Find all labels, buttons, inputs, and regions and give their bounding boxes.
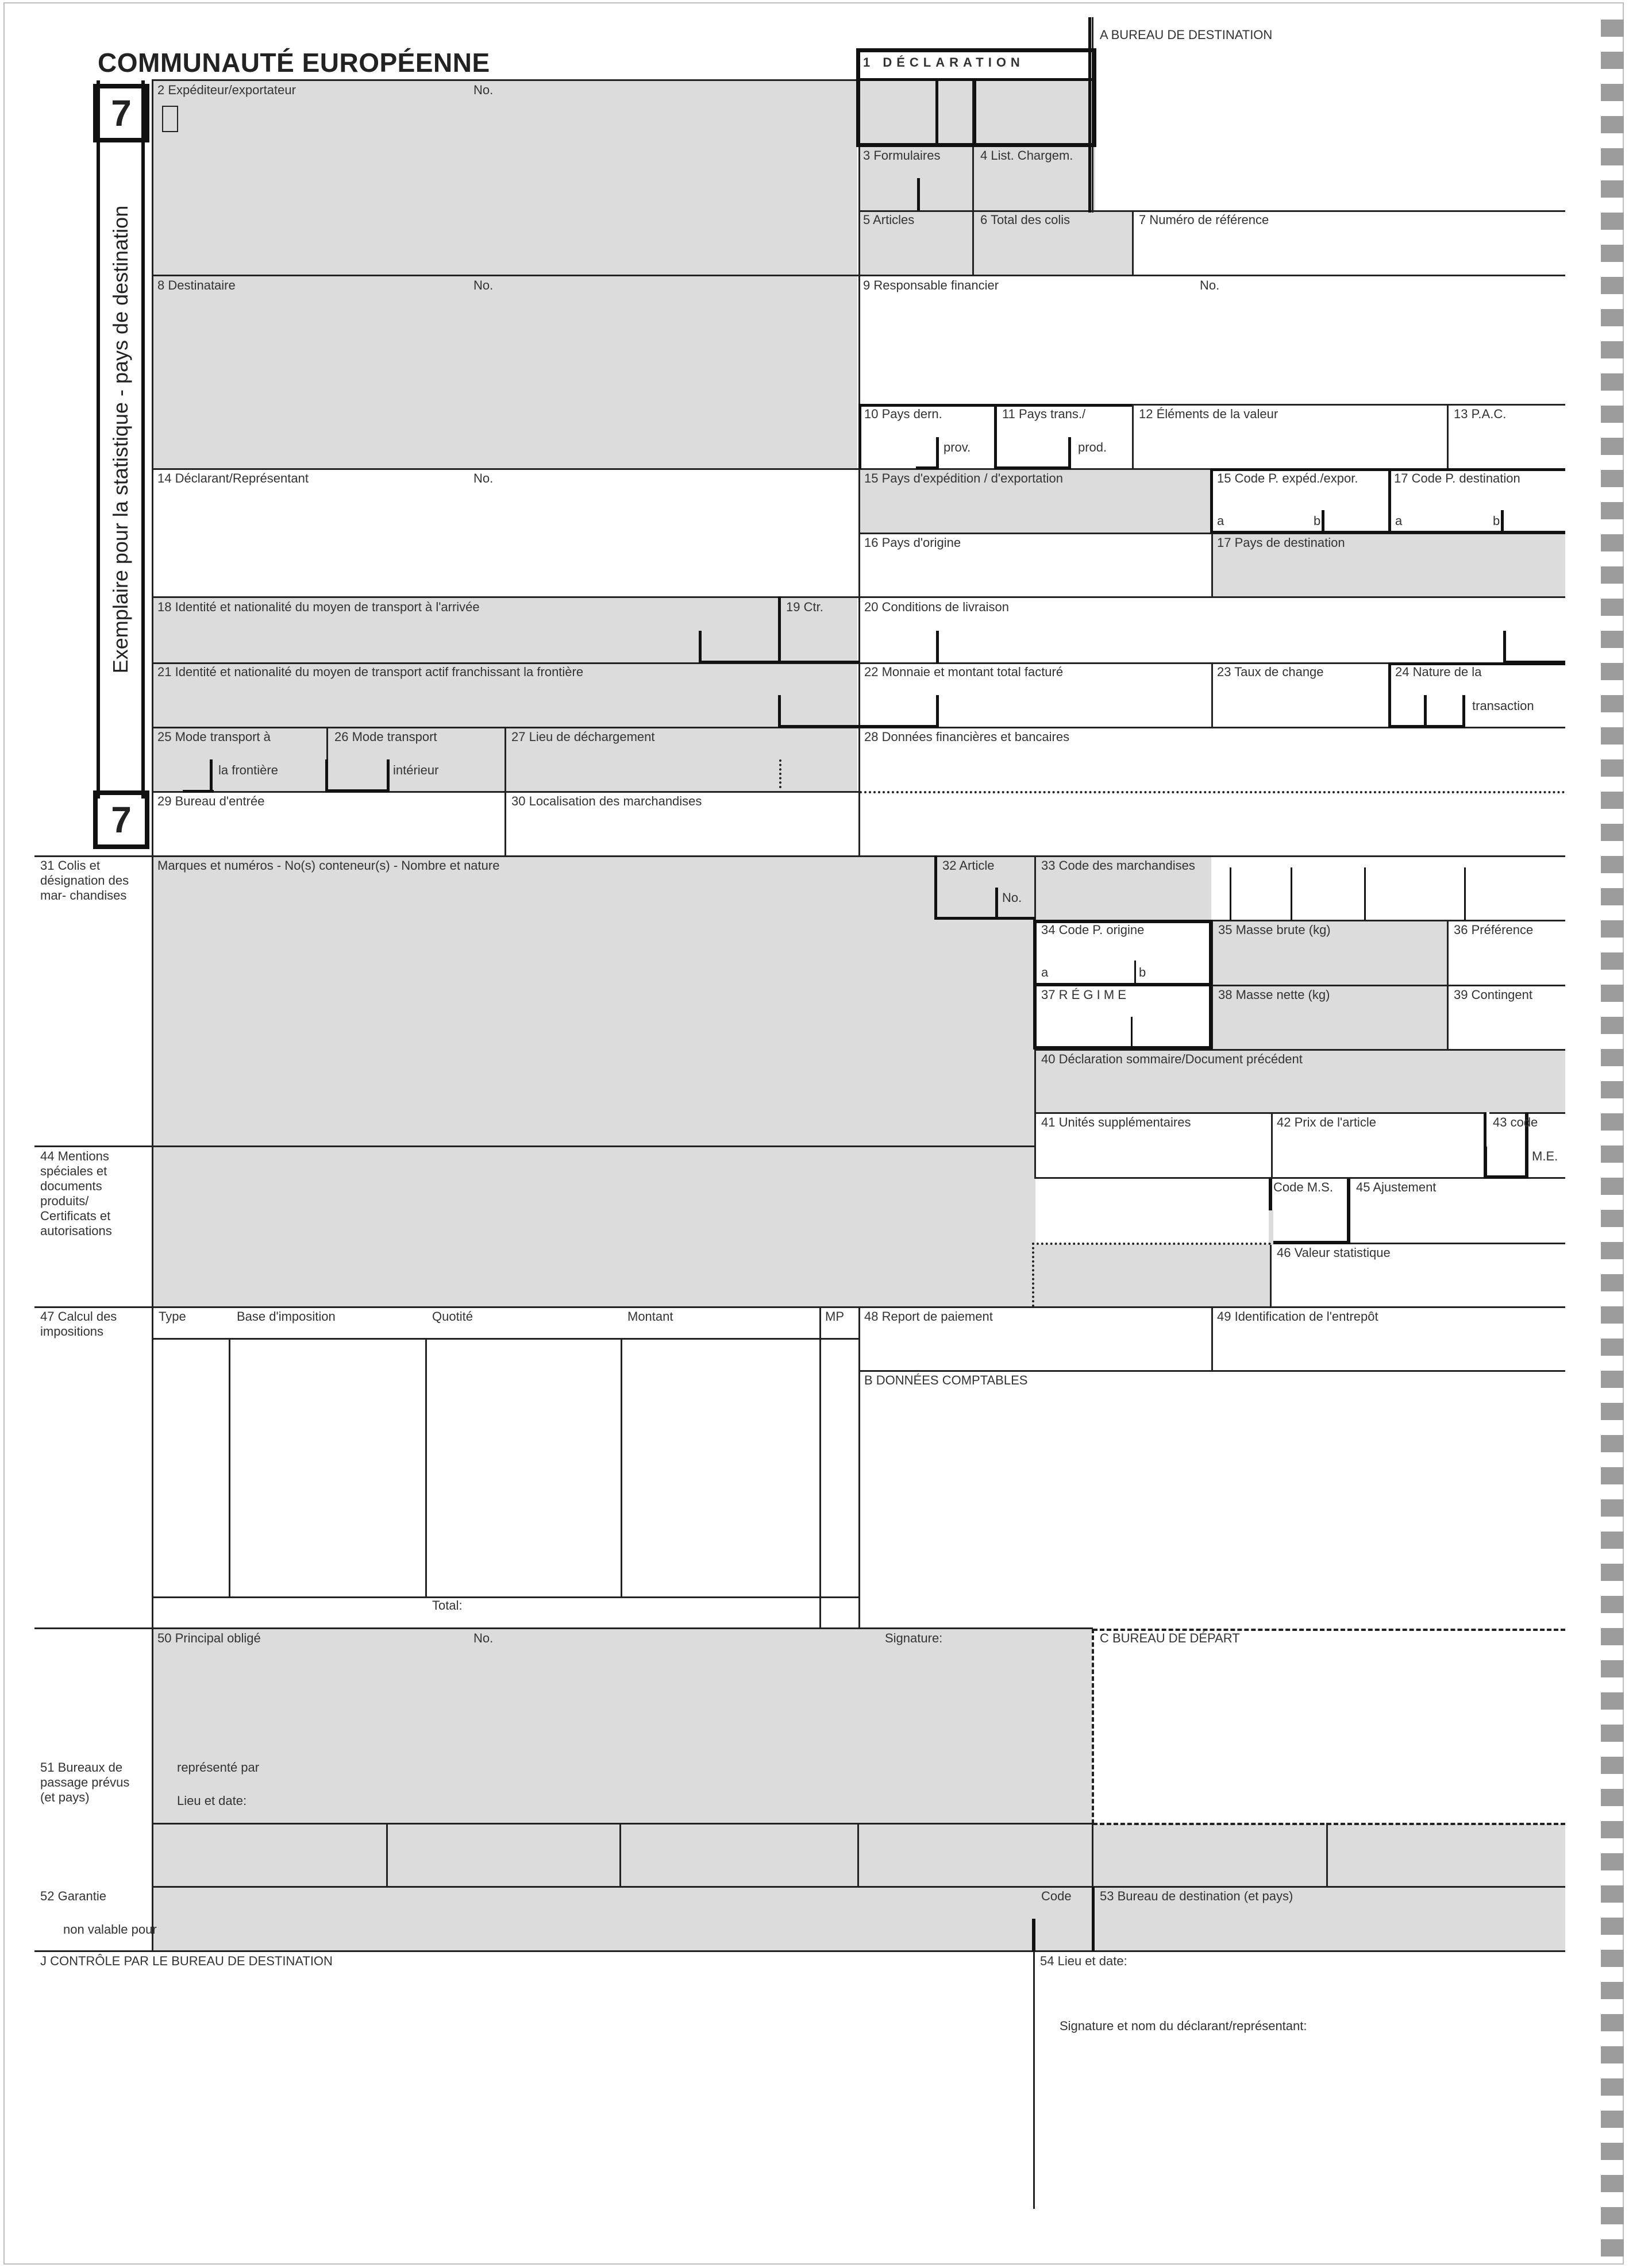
label-box-31-text: Marques et numéros - No(s) conteneur(s) - Nombre et nature xyxy=(157,858,500,873)
label-box-49: 49 Identification de l'entrepôt xyxy=(1217,1309,1378,1324)
perforation-mark xyxy=(1601,1242,1624,1259)
perforation-mark xyxy=(1601,2046,1624,2063)
bracket xyxy=(916,437,939,469)
line xyxy=(152,79,153,1951)
line xyxy=(1271,1112,1273,1179)
line xyxy=(1447,920,1449,1049)
label-box-j: J CONTRÔLE PAR LE BUREAU DE DESTINATION xyxy=(40,1954,333,1968)
label-box-32-no: No. xyxy=(1002,890,1022,905)
perforation-mark xyxy=(1601,2111,1624,2128)
line xyxy=(858,1306,860,1629)
label-box-47: 47 Calcul des impositions xyxy=(40,1309,117,1339)
label-box-b: B DONNÉES COMPTABLES xyxy=(864,1373,1028,1387)
perforation-mark xyxy=(1601,824,1624,841)
line xyxy=(34,1950,1565,1952)
perforation-mark xyxy=(1601,1532,1624,1549)
bracket xyxy=(183,790,214,793)
line xyxy=(425,1338,427,1598)
line xyxy=(860,791,1565,793)
line xyxy=(1464,867,1466,920)
label-box-53: 53 Bureau de destination (et pays) xyxy=(1100,1889,1293,1903)
perforation-mark xyxy=(1601,1178,1624,1195)
perforation-mark xyxy=(1601,566,1624,584)
label-box-34: 34 Code P. origine xyxy=(1041,923,1145,937)
label-col-mp: MP xyxy=(825,1309,844,1324)
label-a: a xyxy=(1395,514,1403,528)
perforation-mark xyxy=(1601,277,1624,294)
label-box-1: 1 DÉCLARATION xyxy=(863,55,1025,70)
label-box-6: 6 Total des colis xyxy=(980,213,1070,227)
label-box-9: 9 Responsable financier xyxy=(863,278,999,292)
perforation-mark xyxy=(1601,856,1624,873)
line xyxy=(935,79,938,146)
label-col-montant: Montant xyxy=(627,1309,673,1324)
line xyxy=(1291,867,1292,920)
perforation-mark xyxy=(1601,792,1624,809)
label-box-11: 11 Pays trans./ xyxy=(1002,407,1086,421)
line xyxy=(778,596,781,664)
label-col-quotite: Quotité xyxy=(432,1309,473,1324)
label-a: a xyxy=(1217,514,1224,528)
line xyxy=(153,1823,1093,1825)
perforation-mark xyxy=(1601,52,1624,69)
perforation-mark xyxy=(1601,695,1624,712)
shade-box-31 xyxy=(153,857,1035,1147)
shade-box-8 xyxy=(153,276,857,469)
label-box-43: 43 code xyxy=(1493,1115,1538,1129)
line xyxy=(860,210,1565,212)
perforation-mark xyxy=(1601,84,1624,101)
line xyxy=(1322,510,1324,533)
line xyxy=(153,791,860,793)
label-b: b xyxy=(1493,514,1500,528)
bracket xyxy=(1269,1210,1273,1245)
label-box-43-b: M.E. xyxy=(1532,1149,1558,1163)
perforation-mark xyxy=(1601,1145,1624,1163)
shade-box-51 xyxy=(153,1824,1565,1887)
label-box-18: 18 Identité et nationalité du moyen de transport à l'arrivée xyxy=(157,600,480,614)
label-box-50-no: No. xyxy=(473,1631,494,1645)
perforation-mark xyxy=(1601,470,1624,487)
perforation-mark xyxy=(1601,1564,1624,1581)
label-box-35: 35 Masse brute (kg) xyxy=(1218,923,1331,937)
label-box-8: 8 Destinataire xyxy=(157,278,236,292)
label-box-44: 44 Mentions spéciales et documents produits/ Certificats et autorisations xyxy=(40,1149,112,1238)
perforation-mark xyxy=(1601,1306,1624,1324)
perforation-mark xyxy=(1601,309,1624,326)
line xyxy=(1447,404,1449,469)
label-box-31: 31 Colis et désignation des mar- chandises xyxy=(40,858,129,902)
bracket xyxy=(325,759,390,792)
label-box-50: 50 Principal obligé xyxy=(157,1631,261,1645)
perforation-mark xyxy=(1601,952,1624,970)
line xyxy=(153,1886,1565,1888)
perforation-mark xyxy=(1601,888,1624,905)
label-box-11-prod: prod. xyxy=(1078,440,1107,454)
label-box-21: 21 Identité et nationalité du moyen de transport actif franchissant la frontière xyxy=(157,665,584,679)
label-box-27: 27 Lieu de déchargement xyxy=(511,730,655,744)
label-box-48: 48 Report de paiement xyxy=(864,1309,993,1324)
perforation-mark xyxy=(1601,534,1624,551)
shade-box-44-code xyxy=(1035,1244,1270,1307)
label-box-36: 36 Préférence xyxy=(1454,923,1534,937)
label-box-15: 15 Pays d'expédition / d'exportation xyxy=(864,471,1063,485)
perforation-mark xyxy=(1601,631,1624,648)
shade-box-52 xyxy=(153,1887,1565,1951)
perforation-mark xyxy=(1601,1596,1624,1613)
perforation-mark xyxy=(1601,148,1624,165)
label-code-ms: Code M.S. xyxy=(1273,1180,1333,1194)
line xyxy=(34,1306,1565,1308)
line xyxy=(34,1145,1035,1147)
perforation-mark xyxy=(1601,727,1624,745)
line xyxy=(1033,1919,1035,2209)
perforation-mark xyxy=(1601,213,1624,230)
label-box-23: 23 Taux de change xyxy=(1217,665,1324,679)
perforation-mark xyxy=(1601,438,1624,455)
shade-box-2 xyxy=(153,80,857,276)
perforation-mark xyxy=(1601,116,1624,133)
perforation-mark xyxy=(1601,1339,1624,1356)
form-title: COMMUNAUTÉ EUROPÉENNE xyxy=(98,48,490,78)
line xyxy=(995,888,998,920)
line xyxy=(1092,1629,1094,1824)
perforation-mark xyxy=(1601,20,1624,37)
perforation-mark xyxy=(1601,1467,1624,1484)
perforation-mark xyxy=(1601,1403,1624,1420)
bracket xyxy=(778,695,860,728)
label-box-a: A BUREAU DE DESTINATION xyxy=(1100,28,1273,42)
label-box-16: 16 Pays d'origine xyxy=(864,535,961,550)
label-box-c: C BUREAU DE DÉPART xyxy=(1100,1631,1240,1645)
perforation-mark xyxy=(1601,373,1624,391)
label-box-4: 4 List. Chargem. xyxy=(980,148,1073,163)
line xyxy=(1230,867,1231,920)
label-total: Total: xyxy=(432,1598,463,1613)
line xyxy=(1093,1823,1565,1825)
vertical-caption: Exemplaire pour la statistique - pays de destination xyxy=(109,205,132,674)
label-box-17: 17 Pays de destination xyxy=(1217,535,1345,550)
line xyxy=(1032,1243,1034,1307)
label-box-5: 5 Articles xyxy=(863,213,915,227)
label-box-20: 20 Conditions de livraison xyxy=(864,600,1009,614)
line xyxy=(153,1596,860,1598)
label-box-33: 33 Code des marchandises xyxy=(1041,858,1195,873)
label-box-24-b: transaction xyxy=(1472,699,1534,713)
label-box-38: 38 Masse nette (kg) xyxy=(1218,988,1330,1002)
perforation-mark xyxy=(1601,985,1624,1002)
label-lieu-date: Lieu et date: xyxy=(177,1793,247,1808)
label-box-37: 37 R É G I M E xyxy=(1041,988,1126,1002)
perforation-mark xyxy=(1601,502,1624,519)
label-box-46: 46 Valeur statistique xyxy=(1277,1245,1391,1260)
line xyxy=(973,79,976,146)
bracket xyxy=(210,759,214,792)
line xyxy=(1388,468,1391,534)
line xyxy=(1211,1306,1213,1372)
line xyxy=(1326,1823,1328,1887)
label-code: Code xyxy=(1041,1889,1072,1903)
label-box-26-b: intérieur xyxy=(393,763,439,777)
perforation-mark xyxy=(1601,2078,1624,2096)
label-b: b xyxy=(1314,514,1321,528)
line xyxy=(229,1338,230,1598)
label-col-type: Type xyxy=(159,1309,186,1324)
label-box-39: 39 Contingent xyxy=(1454,988,1532,1002)
line xyxy=(819,1306,821,1629)
label-box-45: 45 Ajustement xyxy=(1356,1180,1437,1194)
line xyxy=(1088,17,1091,213)
label-box-15-code: 15 Code P. expéd./expor. xyxy=(1217,471,1358,485)
line xyxy=(1132,210,1134,276)
label-box-54: 54 Lieu et date: xyxy=(1040,1954,1127,1968)
copy-number-bottom: 7 xyxy=(93,790,149,849)
perforation-mark xyxy=(1601,1017,1624,1034)
perforation-mark xyxy=(1601,1210,1624,1227)
line xyxy=(819,1596,860,1598)
label-signature: Signature: xyxy=(885,1631,943,1645)
bracket xyxy=(1503,631,1565,664)
label-box-54-signature: Signature et nom du déclarant/représentant: xyxy=(1060,2019,1307,2033)
perforation-mark xyxy=(1601,1113,1624,1131)
label-box-28: 28 Données financières et bancaires xyxy=(864,730,1070,744)
label-box-24: 24 Nature de la xyxy=(1395,665,1482,679)
line xyxy=(1211,662,1213,728)
line xyxy=(917,178,920,210)
line xyxy=(505,727,506,857)
perforation-mark xyxy=(1601,1885,1624,1903)
perforation-mark xyxy=(1601,920,1624,938)
label-box-40: 40 Déclaration sommaire/Document précédent xyxy=(1041,1052,1303,1066)
perforation-mark xyxy=(1601,1081,1624,1098)
label-box-25: 25 Mode transport à xyxy=(157,730,271,744)
perforation-mark xyxy=(1601,1692,1624,1710)
label-box-52: 52 Garantie xyxy=(40,1889,106,1903)
label-box-14-no: No. xyxy=(473,471,494,485)
bracket xyxy=(996,437,1071,469)
line xyxy=(1131,1017,1133,1049)
checkbox-icon xyxy=(162,106,178,132)
line xyxy=(386,1823,388,1887)
perforation-mark xyxy=(1601,2207,1624,2224)
bracket xyxy=(1032,1919,1093,1951)
label-box-32: 32 Article xyxy=(942,858,995,873)
perforation-mark xyxy=(1601,1950,1624,1967)
label-box-2-no: No. xyxy=(473,83,494,97)
label-box-26: 26 Mode transport xyxy=(334,730,437,744)
label-box-9-no: No. xyxy=(1200,278,1220,292)
line xyxy=(153,1338,860,1340)
line xyxy=(34,1627,1093,1629)
perforation-mark xyxy=(1601,1628,1624,1645)
label-box-14: 14 Déclarant/Représentant xyxy=(157,471,309,485)
label-box-10: 10 Pays dern. xyxy=(864,407,942,421)
bracket xyxy=(858,631,939,664)
perforation-mark xyxy=(1601,1821,1624,1838)
line xyxy=(619,1823,621,1887)
line xyxy=(1032,1243,1271,1245)
line xyxy=(1033,983,1212,986)
shade-box-50 xyxy=(153,1629,1092,1824)
label-box-42: 42 Prix de l'article xyxy=(1277,1115,1376,1129)
line xyxy=(153,79,858,81)
perforation-mark xyxy=(1601,2239,1624,2257)
perforation-mark xyxy=(1601,2143,1624,2160)
label-box-41: 41 Unités supplémentaires xyxy=(1041,1115,1191,1129)
label-col-base: Base d'imposition xyxy=(237,1309,336,1324)
line xyxy=(1349,1243,1565,1244)
perforation-mark xyxy=(1601,1853,1624,1870)
line xyxy=(1364,867,1366,920)
label-box-8-no: No. xyxy=(473,278,494,292)
label-box-29: 29 Bureau d'entrée xyxy=(157,794,265,808)
label-b: b xyxy=(1139,965,1146,979)
line xyxy=(1132,404,1134,469)
label-box-12: 12 Éléments de la valeur xyxy=(1139,407,1278,421)
label-box-25-b: la frontière xyxy=(218,763,278,777)
bracket xyxy=(858,695,939,728)
label-box-17-code: 17 Code P. destination xyxy=(1394,471,1520,485)
label-a: a xyxy=(1041,965,1049,979)
line xyxy=(857,1823,859,1887)
label-box-51: 51 Bureaux de passage prévus (et pays) xyxy=(40,1760,130,1804)
perforation-mark xyxy=(1601,1982,1624,1999)
perforation-mark xyxy=(1601,1274,1624,1291)
perforation-mark xyxy=(1601,759,1624,777)
perforation-mark xyxy=(1601,599,1624,616)
label-box-52-b: non valable pour xyxy=(63,1922,157,1937)
label-box-2: 2 Expéditeur/exportateur xyxy=(157,83,296,97)
copy-number-top: 7 xyxy=(93,84,149,142)
label-box-30: 30 Localisation des marchandises xyxy=(511,794,702,808)
perforation-mark xyxy=(1601,245,1624,262)
perforation-mark xyxy=(1601,1049,1624,1066)
label-box-22: 22 Monnaie et montant total facturé xyxy=(864,665,1064,679)
label-box-7: 7 Numéro de référence xyxy=(1139,213,1269,227)
label-box-10-prov: prov. xyxy=(943,440,971,454)
perforation-mark xyxy=(1601,1371,1624,1388)
line xyxy=(34,855,1565,857)
line xyxy=(1484,1112,1486,1179)
line xyxy=(1424,695,1427,728)
perforation-mark xyxy=(1601,406,1624,423)
perforation-mark xyxy=(1601,2175,1624,2192)
perforation-mark xyxy=(1601,1757,1624,1774)
perforation-mark xyxy=(1601,2014,1624,2031)
perforation-mark xyxy=(1601,1435,1624,1452)
label-box-19: 19 Ctr. xyxy=(786,600,823,614)
perforation-mark xyxy=(1601,1918,1624,1935)
line xyxy=(856,78,1096,81)
bracket xyxy=(153,759,213,792)
label-represente: représenté par xyxy=(177,1760,260,1775)
line xyxy=(1134,961,1136,983)
line xyxy=(779,759,781,788)
perforation-mark xyxy=(1601,663,1624,680)
perforation-mark xyxy=(1601,1725,1624,1742)
line xyxy=(621,1338,622,1598)
perforation-mark xyxy=(1601,341,1624,358)
perforation-mark xyxy=(1601,1660,1624,1677)
perforation-mark xyxy=(1601,180,1624,198)
line xyxy=(1092,1887,1095,1951)
perforation-mark xyxy=(1601,1789,1624,1806)
label-box-3: 3 Formulaires xyxy=(863,148,941,163)
line xyxy=(1501,510,1504,533)
perforation-mark xyxy=(1601,1499,1624,1517)
label-box-13: 13 P.A.C. xyxy=(1454,407,1507,421)
bracket xyxy=(1388,695,1465,728)
